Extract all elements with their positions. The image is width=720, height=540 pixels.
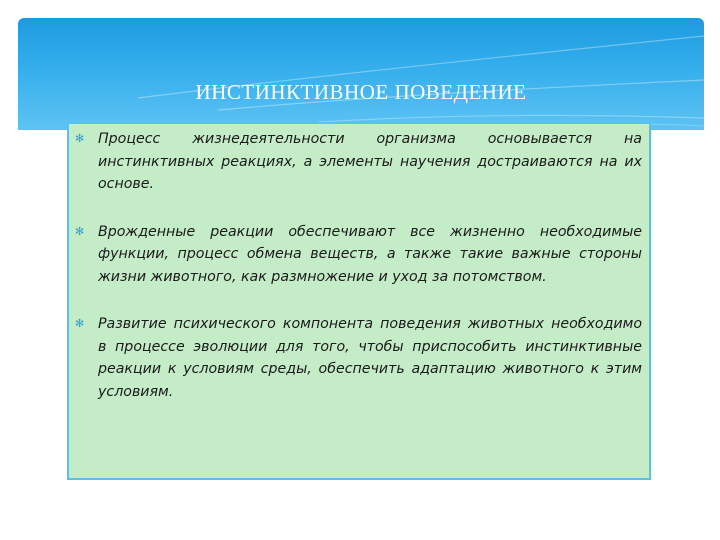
bullet-text: Процесс жизнедеятельности организма основывается на инстинктивных реакциях, а элементы научения достраиваются на их основе. — [98, 131, 642, 192]
bullet-star-icon: ✻ — [75, 132, 85, 145]
list-item — [72, 128, 642, 196]
bullet-star-icon: ✻ — [75, 317, 85, 330]
list-item — [72, 313, 642, 403]
bullet-text: Врожденные реакции обеспечивают все жизненно необходимые функции, процесс обмена веществ, а также такие важные стороны жизни животного, как размножение и уход за потомством. — [98, 223, 642, 285]
bullet-star-icon: ✻ — [75, 224, 85, 238]
slide-title: ИНСТИНКТИВНОЕ ПОВЕДЕНИЕ — [195, 80, 527, 104]
bullet-text: Развитие психического компонента поведения животных необходимо в процессе эволюции для того, чтобы приспособить инстинктивные реакции к условиям среды, обеспечить адаптацию животного к этим условиям. — [98, 316, 642, 400]
list-item — [72, 221, 642, 289]
bullet-list — [72, 128, 642, 403]
decorative-wave-lines — [18, 18, 704, 130]
title-banner — [18, 18, 704, 130]
